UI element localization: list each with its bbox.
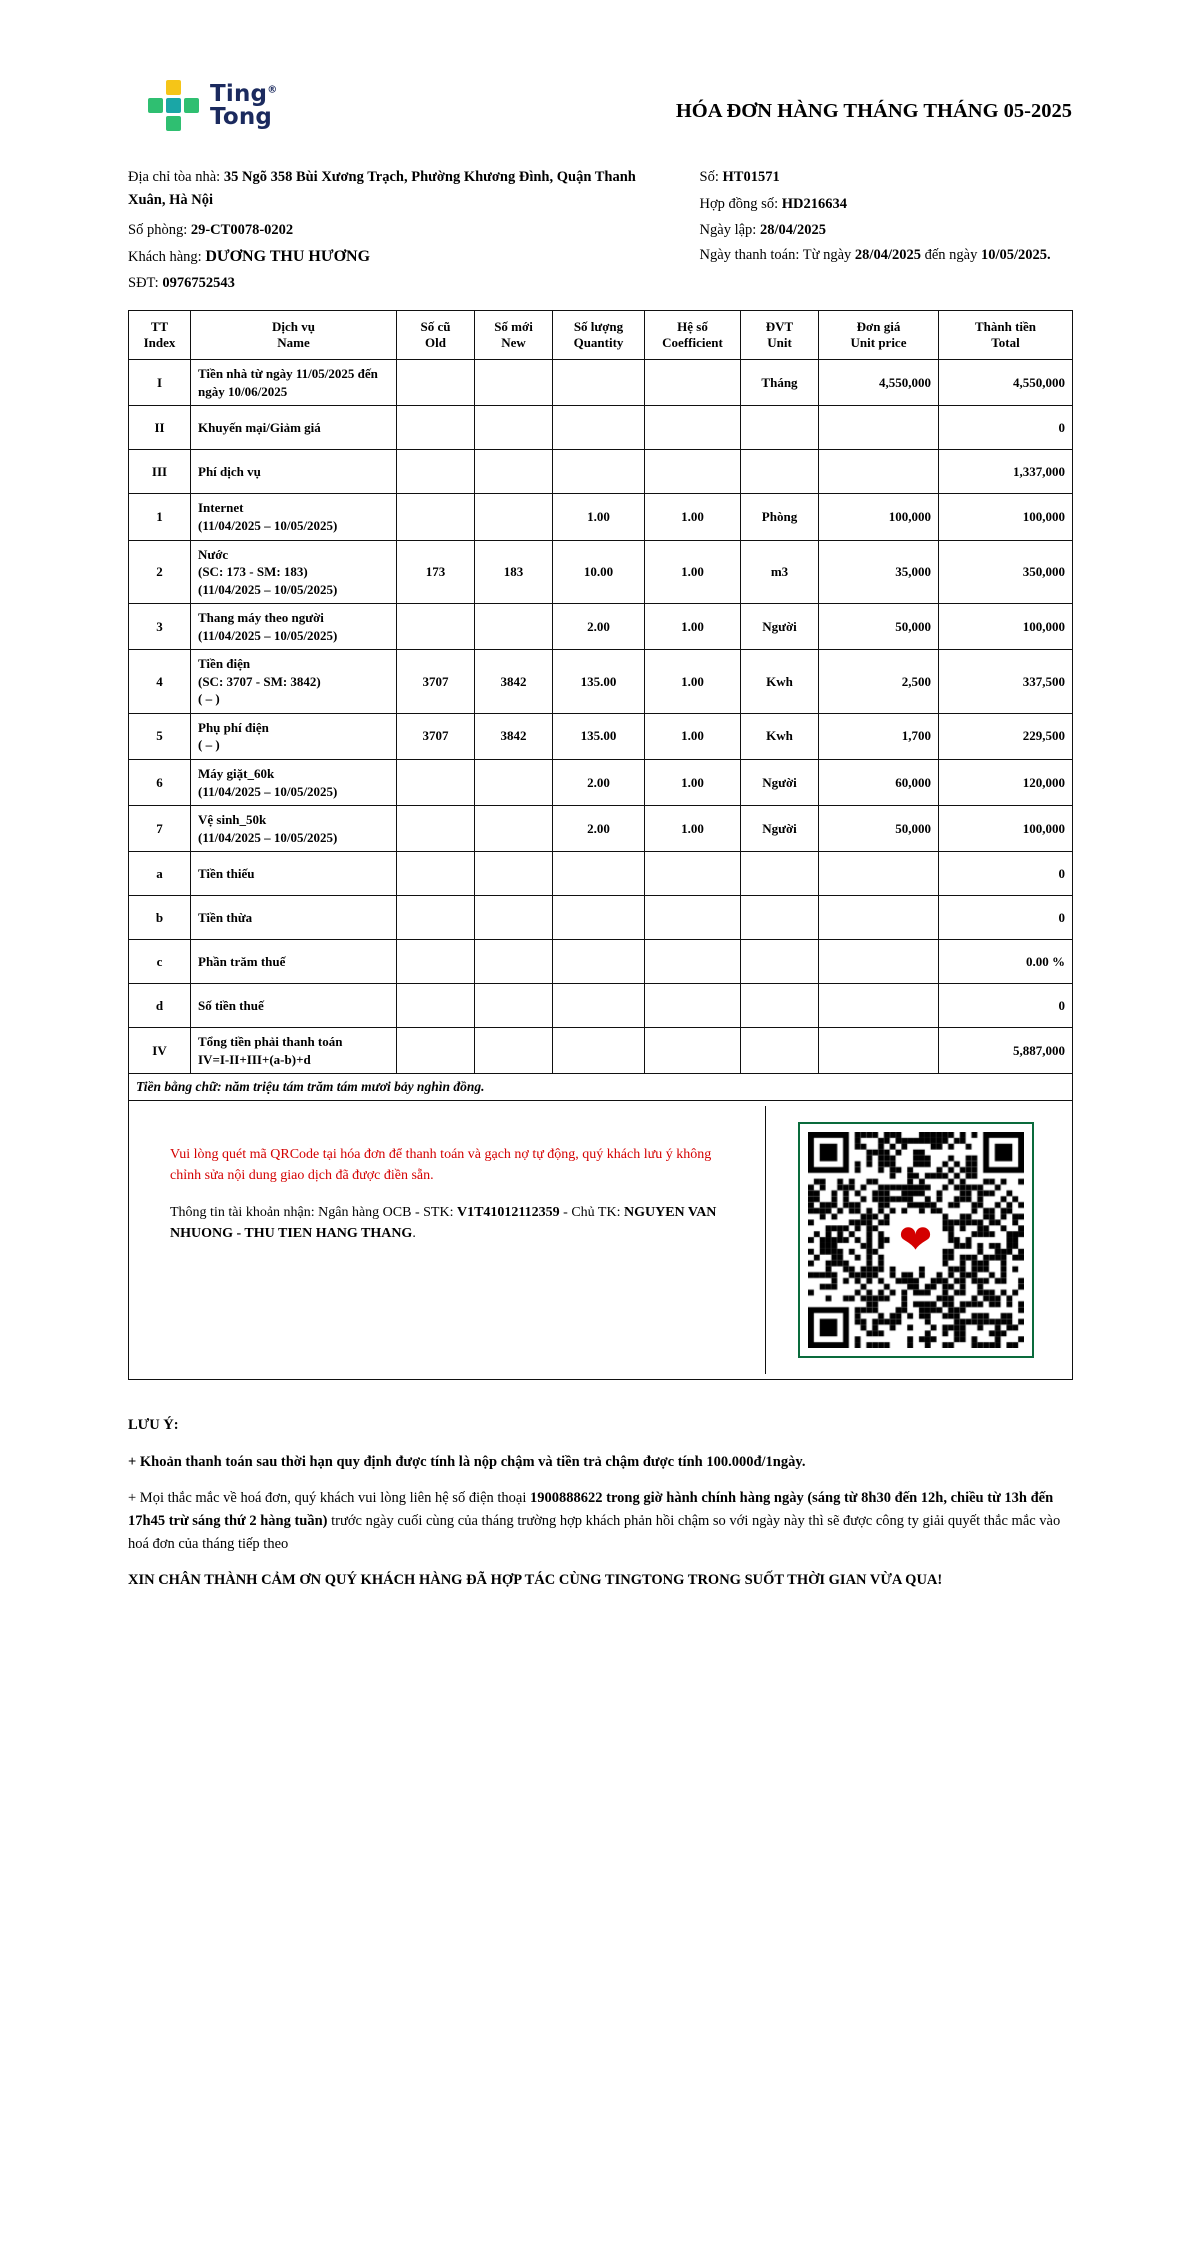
row-total: 229,500 xyxy=(939,713,1073,759)
row-new-reading xyxy=(475,984,553,1028)
logo-line-2: Tong xyxy=(210,104,273,130)
row-total: 0 xyxy=(939,984,1073,1028)
table-col-header-3: Số mới New xyxy=(475,310,553,360)
row-quantity xyxy=(553,360,645,406)
row-unit-price: 2,500 xyxy=(819,650,939,714)
row-new-reading xyxy=(475,940,553,984)
bank-account-info xyxy=(170,1202,739,1244)
row-new-reading xyxy=(475,1028,553,1074)
row-index: 4 xyxy=(129,650,191,714)
table-row xyxy=(129,940,1073,984)
note-line-1: + Khoản thanh toán sau thời hạn quy định được tính là nộp chậm và tiền trả chậm được tính 100.000đ/1ngày. xyxy=(128,1454,806,1471)
phone-label: SĐT: xyxy=(128,275,159,292)
row-old-reading xyxy=(397,806,475,852)
row-unit xyxy=(741,940,819,984)
row-total: 0 xyxy=(939,896,1073,940)
table-row xyxy=(129,650,1073,714)
row-new-reading xyxy=(475,360,553,406)
row-coefficient xyxy=(645,940,741,984)
row-unit-price xyxy=(819,984,939,1028)
row-new-reading: 3842 xyxy=(475,650,553,714)
invoice-no-value: HT01571 xyxy=(722,169,780,185)
row-unit-price xyxy=(819,450,939,494)
row-total: 100,000 xyxy=(939,806,1073,852)
row-quantity xyxy=(553,450,645,494)
note-line-2a: + Mọi thắc mắc về hoá đơn, quý khách vui lòng liên hệ số điện thoại xyxy=(128,1490,527,1507)
row-unit: Kwh xyxy=(741,650,819,714)
row-unit xyxy=(741,1028,819,1074)
table-footer xyxy=(129,1074,1073,1380)
row-unit: Kwh xyxy=(741,713,819,759)
row-old-reading: 173 xyxy=(397,540,475,604)
row-index: IV xyxy=(129,1028,191,1074)
row-old-reading xyxy=(397,760,475,806)
row-unit-price: 35,000 xyxy=(819,540,939,604)
row-service-name: Nước (SC: 173 - SM: 183) (11/04/2025 – 10/05/2025) xyxy=(191,540,397,604)
row-service-name: Máy giặt_60k (11/04/2025 – 10/05/2025) xyxy=(191,760,397,806)
row-index: 6 xyxy=(129,760,191,806)
qr-code-area xyxy=(765,1106,1065,1374)
row-coefficient: 1.00 xyxy=(645,650,741,714)
table-row xyxy=(129,494,1073,540)
page-title: HÓA ĐƠN HÀNG THÁNG THÁNG 05-2025 xyxy=(675,100,1072,122)
table-row xyxy=(129,540,1073,604)
row-index: 2 xyxy=(129,540,191,604)
row-quantity: 2.00 xyxy=(553,604,645,650)
room-value: 29-CT0078-0202 xyxy=(190,221,294,238)
row-unit-price: 60,000 xyxy=(819,760,939,806)
notes-heading: LƯU Ý: xyxy=(128,1417,179,1434)
row-service-name: Phí dịch vụ xyxy=(191,450,397,494)
row-new-reading xyxy=(475,760,553,806)
row-total: 4,550,000 xyxy=(939,360,1073,406)
row-old-reading xyxy=(397,406,475,450)
row-new-reading xyxy=(475,806,553,852)
building-label: Địa chỉ tòa nhà: xyxy=(128,169,221,185)
amount-in-words: Tiền bằng chữ: năm triệu tám trăm tám mươi bảy nghìn đồng. xyxy=(129,1074,1073,1101)
meta-room xyxy=(128,219,676,242)
row-coefficient xyxy=(645,852,741,896)
table-col-header-2: Số cũ Old xyxy=(397,310,475,360)
row-coefficient: 1.00 xyxy=(645,806,741,852)
row-quantity: 10.00 xyxy=(553,540,645,604)
row-unit xyxy=(741,852,819,896)
invoice-meta xyxy=(128,166,1072,296)
row-service-name: Thang máy theo người (11/04/2025 – 10/05/2025) xyxy=(191,604,397,650)
table-row xyxy=(129,806,1073,852)
row-coefficient xyxy=(645,406,741,450)
table-body xyxy=(129,360,1073,1074)
table-row xyxy=(129,1028,1073,1074)
row-service-name: Số tiền thuế xyxy=(191,984,397,1028)
note-line-2b: 1900888622 trong giờ hành chính hàng ngày (sáng từ 8h30 đến 12h, chiều từ 13h đến 17h45 trừ sáng thứ 2 hàng tuần) xyxy=(128,1490,1054,1529)
payment-instructions xyxy=(136,1106,765,1374)
row-new-reading xyxy=(475,450,553,494)
row-coefficient: 1.00 xyxy=(645,604,741,650)
row-total: 337,500 xyxy=(939,650,1073,714)
qr-warning-text: Vui lòng quét mã QRCode tại hóa đơn để thanh toán và gạch nợ tự động, quý khách lưu ý không chỉnh sửa nội dung giao dịch đã được điền sẵn. xyxy=(170,1147,712,1184)
paydate-mid: đến ngày xyxy=(924,247,978,264)
row-unit: Người xyxy=(741,604,819,650)
row-old-reading: 3707 xyxy=(397,713,475,759)
table-row xyxy=(129,450,1073,494)
table-row xyxy=(129,406,1073,450)
notes-section xyxy=(128,1414,1072,1591)
table-col-header-4: Số lượng Quantity xyxy=(553,310,645,360)
row-old-reading xyxy=(397,494,475,540)
row-index: 5 xyxy=(129,713,191,759)
row-total: 1,337,000 xyxy=(939,450,1073,494)
row-service-name: Khuyến mại/Giảm giá xyxy=(191,406,397,450)
row-service-name: Tiền thừa xyxy=(191,896,397,940)
row-unit: Người xyxy=(741,806,819,852)
row-new-reading xyxy=(475,896,553,940)
logo-wordmark xyxy=(210,83,277,129)
building-value: 35 Ngõ 358 Bùi Xương Trạch, Phường Khương Đình, Quận Thanh Xuân, Hà Nội xyxy=(128,169,636,209)
row-index: I xyxy=(129,360,191,406)
table-row xyxy=(129,713,1073,759)
row-unit-price xyxy=(819,406,939,450)
row-coefficient xyxy=(645,1028,741,1074)
row-index: a xyxy=(129,852,191,896)
logo-registered-icon: ® xyxy=(267,84,278,96)
account-holder: NGUYEN VAN NHUONG - THU TIEN HANG THANG xyxy=(170,1205,717,1242)
row-coefficient: 1.00 xyxy=(645,494,741,540)
table-row xyxy=(129,360,1073,406)
row-service-name: Tiền điện (SC: 3707 - SM: 3842) ( – ) xyxy=(191,650,397,714)
row-unit-price: 4,550,000 xyxy=(819,360,939,406)
meta-building xyxy=(128,166,676,213)
qr-section xyxy=(129,1101,1073,1380)
row-unit-price: 1,700 xyxy=(819,713,939,759)
table-header xyxy=(129,310,1073,360)
table-row xyxy=(129,604,1073,650)
row-quantity: 2.00 xyxy=(553,806,645,852)
row-quantity: 135.00 xyxy=(553,713,645,759)
row-unit xyxy=(741,984,819,1028)
row-coefficient xyxy=(645,896,741,940)
logo-line-1: Ting xyxy=(210,81,268,107)
row-new-reading xyxy=(475,406,553,450)
row-quantity xyxy=(553,940,645,984)
phone-value: 0976752543 xyxy=(162,275,235,292)
paydate-label: Ngày thanh toán: Từ ngày xyxy=(699,247,852,264)
row-coefficient: 1.00 xyxy=(645,540,741,604)
row-service-name: Vệ sinh_50k (11/04/2025 – 10/05/2025) xyxy=(191,806,397,852)
table-row xyxy=(129,760,1073,806)
row-old-reading: 3707 xyxy=(397,650,475,714)
row-total: 0.00 % xyxy=(939,940,1073,984)
invoice-no-label: Số: xyxy=(699,169,719,185)
row-total: 5,887,000 xyxy=(939,1028,1073,1074)
row-coefficient: 1.00 xyxy=(645,760,741,806)
row-index: III xyxy=(129,450,191,494)
row-coefficient: 1.00 xyxy=(645,713,741,759)
row-total: 0 xyxy=(939,406,1073,450)
row-index: 3 xyxy=(129,604,191,650)
meta-created xyxy=(676,219,1072,242)
row-quantity xyxy=(553,896,645,940)
row-old-reading xyxy=(397,896,475,940)
row-service-name: Tiền nhà từ ngày 11/05/2025 đến ngày 10/06/2025 xyxy=(191,360,397,406)
row-unit-price xyxy=(819,852,939,896)
row-new-reading: 3842 xyxy=(475,713,553,759)
row-total: 100,000 xyxy=(939,494,1073,540)
row-quantity xyxy=(553,406,645,450)
table-row xyxy=(129,852,1073,896)
row-coefficient xyxy=(645,984,741,1028)
row-unit xyxy=(741,896,819,940)
row-index: 1 xyxy=(129,494,191,540)
row-index: II xyxy=(129,406,191,450)
meta-invoice-no xyxy=(676,166,1072,217)
row-quantity: 1.00 xyxy=(553,494,645,540)
contract-label: Hợp đồng số: xyxy=(699,196,779,213)
row-service-name: Tổng tiền phải thanh toán IV=I-II+III+(a-b)+d xyxy=(191,1028,397,1074)
row-new-reading xyxy=(475,852,553,896)
row-quantity xyxy=(553,984,645,1028)
row-unit: Người xyxy=(741,760,819,806)
row-service-name: Tiền thiếu xyxy=(191,852,397,896)
row-unit xyxy=(741,450,819,494)
row-unit-price: 50,000 xyxy=(819,806,939,852)
note-line-2 xyxy=(128,1487,1072,1556)
document-header xyxy=(128,80,1072,132)
row-unit: m3 xyxy=(741,540,819,604)
account-suffix: . xyxy=(412,1226,416,1242)
account-prefix: Thông tin tài khoản nhận: Ngân hàng OCB - STK: xyxy=(170,1205,454,1221)
row-unit-price: 50,000 xyxy=(819,604,939,650)
row-index: c xyxy=(129,940,191,984)
meta-customer xyxy=(128,244,676,270)
row-old-reading xyxy=(397,1028,475,1074)
account-mid: - Chủ TK: xyxy=(563,1205,621,1221)
row-old-reading xyxy=(397,984,475,1028)
table-col-header-7: Đơn giá Unit price xyxy=(819,310,939,360)
row-quantity xyxy=(553,1028,645,1074)
row-old-reading xyxy=(397,604,475,650)
meta-phone xyxy=(128,272,676,295)
note-line-2c: trước ngày cuối cùng của tháng trường hợp khách phản hồi chậm so với ngày này thì sẽ được công ty giải quyết thắc mắc vào hoá đơn của tháng tiếp theo xyxy=(128,1513,1061,1552)
created-label: Ngày lập: xyxy=(699,221,757,238)
heart-icon: ❤ xyxy=(898,1217,933,1263)
row-new-reading: 183 xyxy=(475,540,553,604)
row-quantity xyxy=(553,852,645,896)
row-quantity: 135.00 xyxy=(553,650,645,714)
room-label: Số phòng: xyxy=(128,221,188,238)
invoice-table xyxy=(128,310,1073,1380)
row-old-reading xyxy=(397,360,475,406)
qr-code-frame xyxy=(798,1122,1034,1358)
paydate-to: 10/05/2025. xyxy=(980,247,1051,264)
row-coefficient xyxy=(645,450,741,494)
row-total: 100,000 xyxy=(939,604,1073,650)
customer-value: DƯƠNG THU HƯƠNG xyxy=(205,248,371,266)
row-old-reading xyxy=(397,852,475,896)
row-coefficient xyxy=(645,360,741,406)
created-value: 28/04/2025 xyxy=(759,221,826,238)
row-service-name: Phần trăm thuế xyxy=(191,940,397,984)
row-index: d xyxy=(129,984,191,1028)
row-unit-price xyxy=(819,940,939,984)
table-col-header-5: Hệ số Coefficient xyxy=(645,310,741,360)
table-col-header-8: Thành tiền Total xyxy=(939,310,1073,360)
tingtong-logo xyxy=(128,80,277,132)
customer-label: Khách hàng: xyxy=(128,249,202,266)
contract-value: HD216634 xyxy=(781,196,847,213)
row-total: 120,000 xyxy=(939,760,1073,806)
row-unit xyxy=(741,406,819,450)
row-unit-price: 100,000 xyxy=(819,494,939,540)
table-col-header-1: Dịch vụ Name xyxy=(191,310,397,360)
row-service-name: Phụ phí điện ( – ) xyxy=(191,713,397,759)
thanks-message: XIN CHÂN THÀNH CẢM ƠN QUÝ KHÁCH HÀNG ĐÃ HỢP TÁC CÙNG TINGTONG TRONG SUỐT THỜI GIAN VỪA QUA! xyxy=(128,1571,943,1588)
row-unit-price xyxy=(819,1028,939,1074)
row-unit-price xyxy=(819,896,939,940)
table-row xyxy=(129,984,1073,1028)
meta-paydate xyxy=(676,244,1072,267)
row-quantity: 2.00 xyxy=(553,760,645,806)
row-index: 7 xyxy=(129,806,191,852)
row-unit: Phòng xyxy=(741,494,819,540)
paydate-from: 28/04/2025 xyxy=(854,247,921,264)
row-total: 350,000 xyxy=(939,540,1073,604)
row-index: b xyxy=(129,896,191,940)
row-new-reading xyxy=(475,604,553,650)
table-col-header-0: TT Index xyxy=(129,310,191,360)
row-new-reading xyxy=(475,494,553,540)
row-service-name: Internet (11/04/2025 – 10/05/2025) xyxy=(191,494,397,540)
row-old-reading xyxy=(397,450,475,494)
row-total: 0 xyxy=(939,852,1073,896)
table-col-header-6: ĐVT Unit xyxy=(741,310,819,360)
row-unit: Tháng xyxy=(741,360,819,406)
logo-mark-icon xyxy=(148,80,200,132)
row-old-reading xyxy=(397,940,475,984)
account-number: V1T41012112359 xyxy=(456,1205,560,1221)
table-row xyxy=(129,896,1073,940)
